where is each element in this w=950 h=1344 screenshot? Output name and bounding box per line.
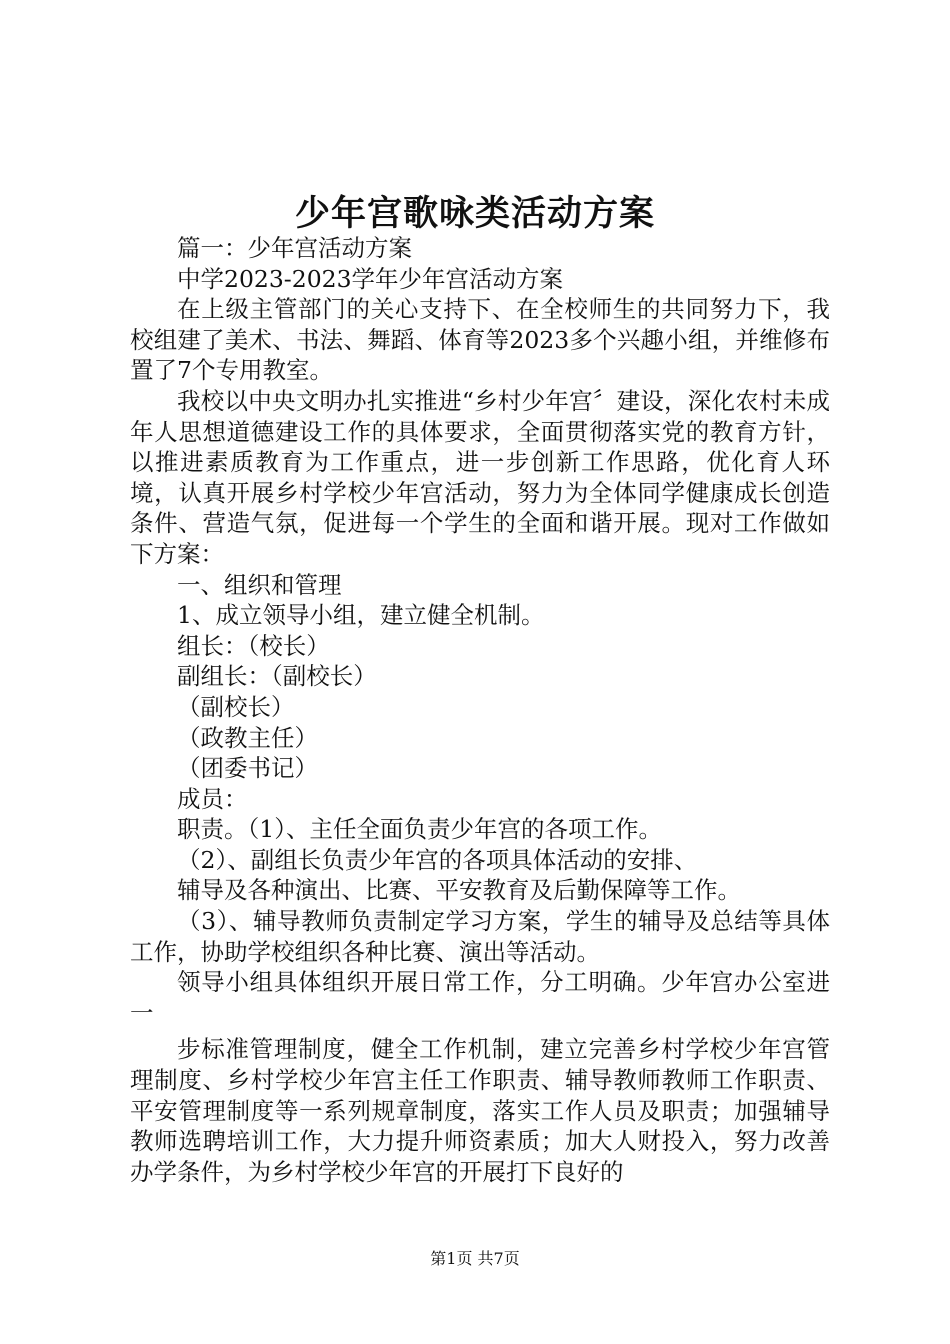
paragraph: 篇一：少年宫活动方案 — [177, 234, 412, 262]
paragraph: 中学2023-2023学年少年宫活动方案 — [177, 264, 564, 293]
paragraph: （副校长） — [177, 692, 295, 721]
page-footer: 第1页 共7页 — [430, 1249, 520, 1268]
paragraph: 副组长：（副校长） — [177, 662, 377, 691]
paragraph: 我校以中央文明办扎实推进“乡村少年宫〞建设，深化农村未成年人思想道德建设工作的具体要求，全面贯彻落实党的教育方针，以推进素质教育为工作重点，进一步创新工作思路，优化育人环境，认真开展乡村学校少年宫活动，努力为全体同学健康成长创造条件、营造气氛，促进每一个学生的全面和谐开展。现对工作做如下方案： — [130, 386, 830, 568]
paragraph: （政教主任） — [177, 723, 318, 752]
paragraph: 在上级主管部门的关心支持下、在全校师生的共同努力下，我校组建了美术、书法、舞蹈、体育等2023多个兴趣小组，并维修布置了7个专用教室。 — [130, 295, 830, 385]
document-title: 少年宫歌咏类活动方案 — [294, 194, 655, 234]
paragraph: （2）、副组长负责少年宫的各项具体活动的安排、 — [177, 845, 698, 874]
paragraph: 成员： — [177, 784, 248, 813]
paragraph: 步标准管理制度，健全工作机制，建立完善乡村学校少年宫管理制度、乡村学校少年宫主任工作职责、辅导教师教师工作职责、平安管理制度等一系列规章制度，落实工作人员及职责；加强辅导教师选聘培训工作，大力提升师资素质；加大人财投入，努力改善办学条件，为乡村学校少年宫的开展打下良好的 — [130, 1035, 830, 1186]
paragraph: 职责。（1）、主任全面负责少年宫的各项工作。 — [177, 815, 662, 844]
paragraph: 1、成立领导小组，建立健全机制。 — [177, 601, 545, 630]
document-body — [130, 233, 830, 1187]
paragraph: 辅导及各种演出、比赛、平安教育及后勤保障等工作。 — [177, 876, 741, 905]
paragraph: （团委书记） — [177, 754, 318, 783]
paragraph: 一、组织和管理 — [177, 570, 342, 599]
paragraph: 组长：（校长） — [177, 631, 330, 660]
paragraph: （3）、辅导教师负责制定学习方案，学生的辅导及总结等具体工作，协助学校组织各种比赛、演出等活动。 — [130, 907, 830, 966]
paragraph: 领导小组具体组织开展日常工作，分工明确。少年宫办公室进一 — [130, 968, 830, 1027]
